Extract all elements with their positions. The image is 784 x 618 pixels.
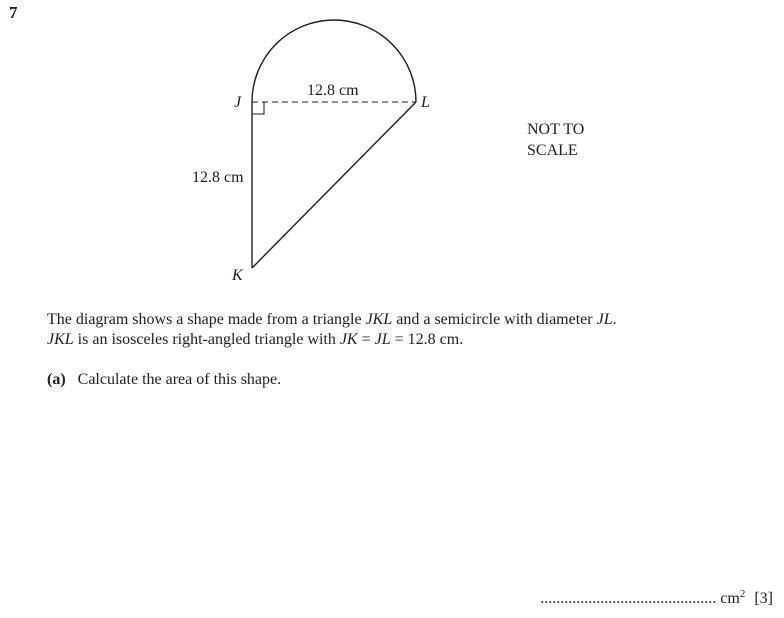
right-angle-marker bbox=[252, 102, 264, 114]
unit-text: cm bbox=[720, 590, 740, 607]
part-a bbox=[47, 370, 281, 390]
stem-line-1 bbox=[47, 310, 747, 330]
stem-text: . bbox=[612, 311, 617, 328]
diameter-name: JL bbox=[596, 311, 613, 328]
side-name-JK: JK bbox=[339, 331, 358, 348]
stem-text: is an isosceles right-angled triangle with bbox=[73, 331, 340, 348]
question-number: 7 bbox=[9, 3, 18, 22]
stem-line-2 bbox=[47, 330, 747, 350]
vertex-label-L: L bbox=[421, 94, 430, 111]
stem-text: = 12.8 cm. bbox=[390, 331, 464, 348]
answer-line[interactable] bbox=[540, 588, 773, 608]
side-name-JL: JL bbox=[374, 331, 391, 348]
answer-dots[interactable]: ............................................ bbox=[540, 590, 717, 607]
unit-power: 2 bbox=[739, 588, 746, 600]
stem-text: = bbox=[357, 331, 375, 348]
vertex-label-K: K bbox=[232, 267, 243, 284]
part-a-text: Calculate the area of this shape. bbox=[77, 371, 282, 388]
dimension-label-JL: 12.8 cm bbox=[307, 82, 359, 99]
triangle-name: JKL bbox=[365, 311, 393, 328]
vertex-label-J: J bbox=[234, 94, 242, 111]
not-to-scale-note bbox=[527, 119, 584, 161]
side-KL bbox=[252, 102, 416, 268]
triangle-name: JKL bbox=[47, 331, 74, 348]
scale-note-line-2: SCALE bbox=[527, 142, 578, 159]
shape-diagram bbox=[0, 0, 784, 300]
question-stem bbox=[47, 310, 747, 350]
part-a-label: (a) bbox=[47, 371, 66, 388]
stem-text: The diagram shows a shape made from a triangle bbox=[47, 311, 366, 328]
dimension-label-JK: 12.8 cm bbox=[192, 169, 244, 186]
answer-unit bbox=[720, 590, 745, 607]
scale-note-line-1: NOT TO bbox=[527, 121, 585, 138]
marks-label: [3] bbox=[754, 590, 773, 607]
stem-text: and a semicircle with diameter bbox=[392, 311, 597, 328]
